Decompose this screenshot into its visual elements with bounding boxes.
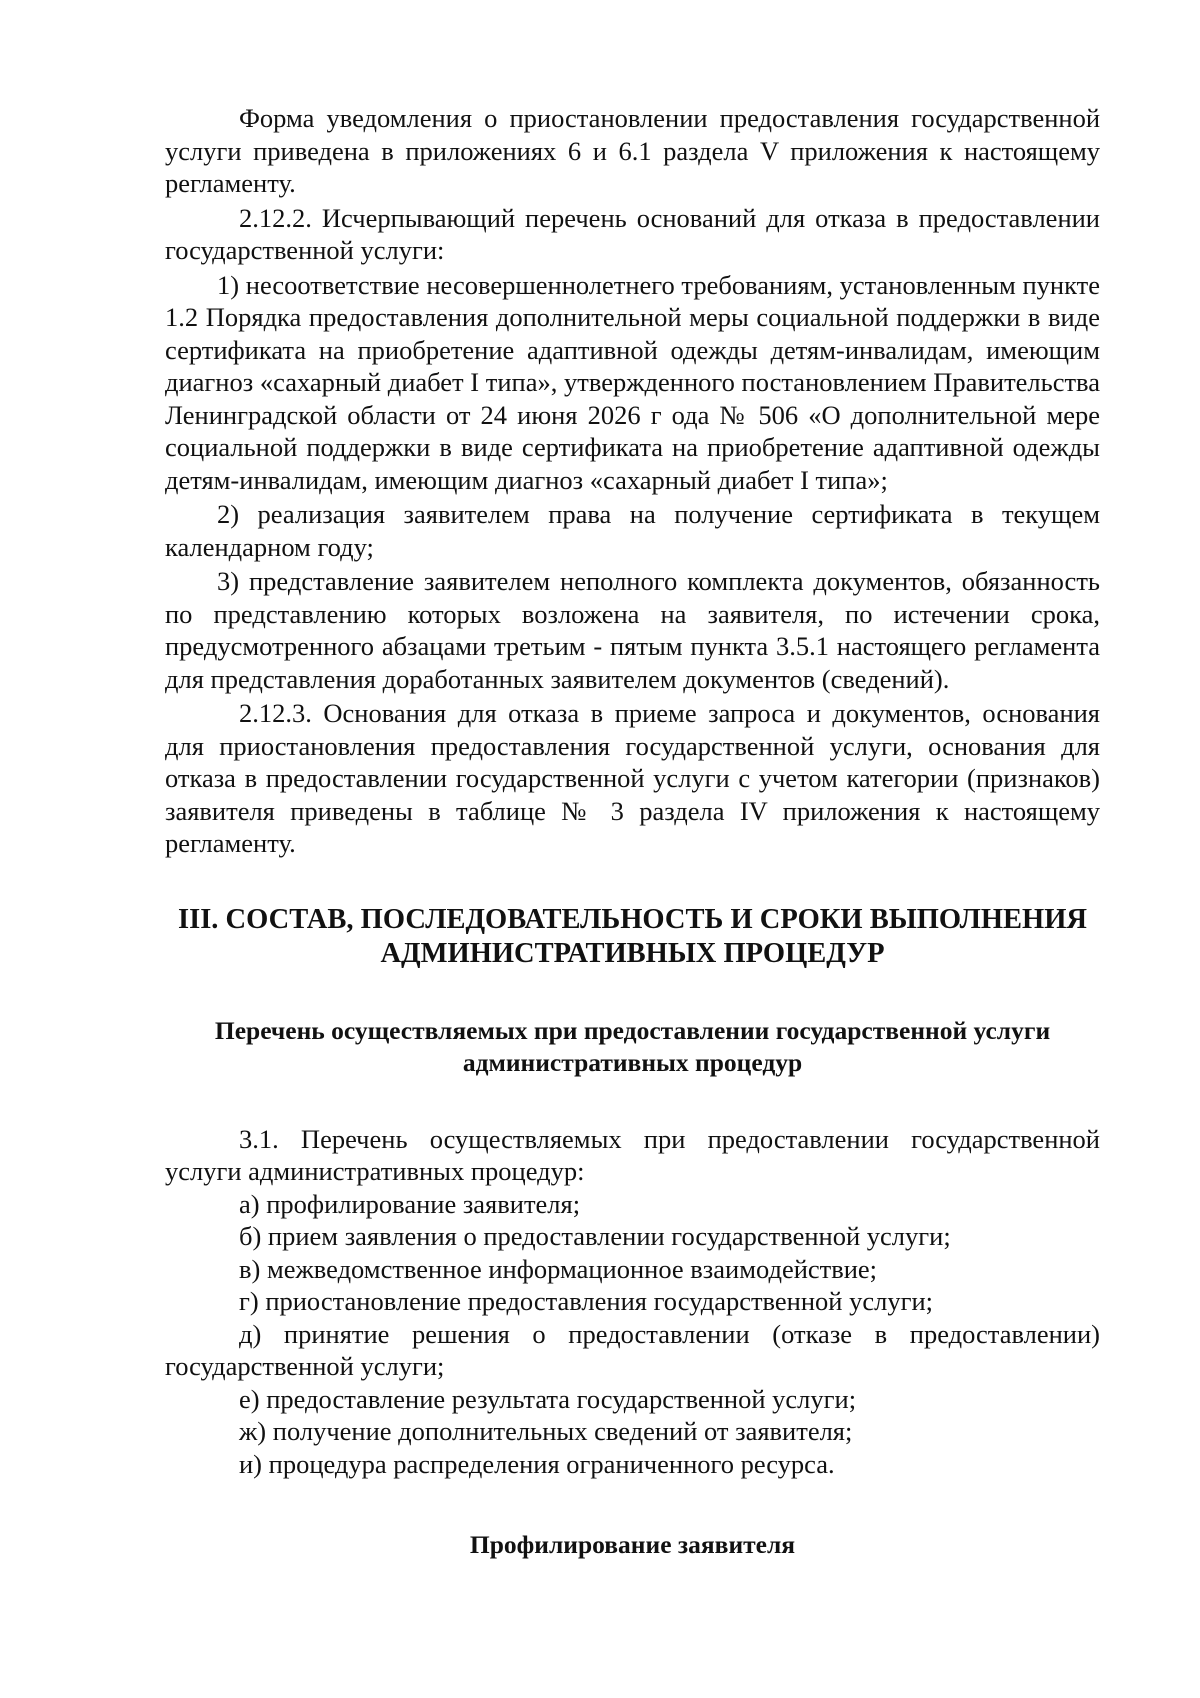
paragraph-3-1: 3.1. Перечень осуществляемых при предоставлении государственной услуги административных процедур: [165,1123,1100,1186]
paragraph-suspension-notice-form: Форма уведомления о приостановлении предоставления государственной услуги приведена в приложениях 6 и 6.1 раздела V приложения к настоящему регламенту. [165,103,1100,198]
paragraph-refusal-ground-1: 1) несоответствие несовершеннолетнего требованиям, установленным пункте 1.2 Порядка предоставления дополнительной меры социальной поддержки в виде сертификата на приобретение адаптивной одежды детям-инвалидам, имеющим диагноз «сахарный диабет I типа», утвержденного постановлением Правительства Ленинградской области от 24 июня 2026 г ода № 506 «О дополнительной мере социальной поддержки в виде сертификата на приобретение адаптивной одежды детям-инвалидам, имеющим диагноз «сахарный диабет I типа»; [165,269,1100,495]
paragraph-2-12-2: 2.12.2. Исчерпывающий перечень оснований для отказа в предоставлении государственной услуги: [165,202,1100,265]
section-subtitle-line-2: административных процедур [462,1047,803,1077]
section-title [165,903,1100,971]
subsection-heading: Профилирование заявителя [469,1530,796,1559]
list-item: и) процедура распределения ограниченного ресурса. [239,1448,835,1479]
section-subtitle-line-1: Перечень осуществляемых при предоставлении государственной услуги [214,1015,1051,1045]
list-item: д) принятие решения о предоставлении (отказе в предоставлении) государственной услуги; [165,1318,1100,1381]
procedure-list [165,1188,1100,1481]
list-item: ж) получение дополнительных сведений от заявителя; [239,1416,853,1446]
list-item: е) предоставление результата государственной услуги; [239,1383,857,1414]
list-item: а) профилирование заявителя; [239,1188,581,1219]
section-title-line-1: III. СОСТАВ, ПОСЛЕДОВАТЕЛЬНОСТЬ И СРОКИ ВЫПОЛНЕНИЯ [178,903,1087,935]
paragraph-refusal-ground-3: 3) представление заявителем неполного комплекта документов, обязанность по представлению которых возложена на заявителя, по истечении срока, предусмотренного абзацами третьим - пятым пункта 3.5.1 настоящего регламента для представления доработанных заявителем документов (сведений). [165,566,1100,694]
paragraph-refusal-ground-2: 2) реализация заявителем права на получение сертификата в текущем календарном году; [165,499,1100,562]
section-title-line-2: АДМИНИСТРАТИВНЫХ ПРОЦЕДУР [380,937,885,969]
document-body [165,102,1100,1561]
section-subtitle [165,1015,1100,1079]
list-item: б) прием заявления о предоставлении государственной услуги; [239,1221,951,1251]
paragraph-2-12-3: 2.12.3. Основания для отказа в приеме запроса и документов, основания для приостановления предоставления государственной услуги, основания для отказа в предоставлении государственной услуги с учетом категории (признаков) заявителя приведены в таблице № 3 раздела IV приложения к настоящему регламенту. [165,698,1100,858]
list-item: г) приостановление предоставления государственной услуги; [239,1286,933,1316]
list-item: в) межведомственное информационное взаимодействие; [239,1253,878,1284]
